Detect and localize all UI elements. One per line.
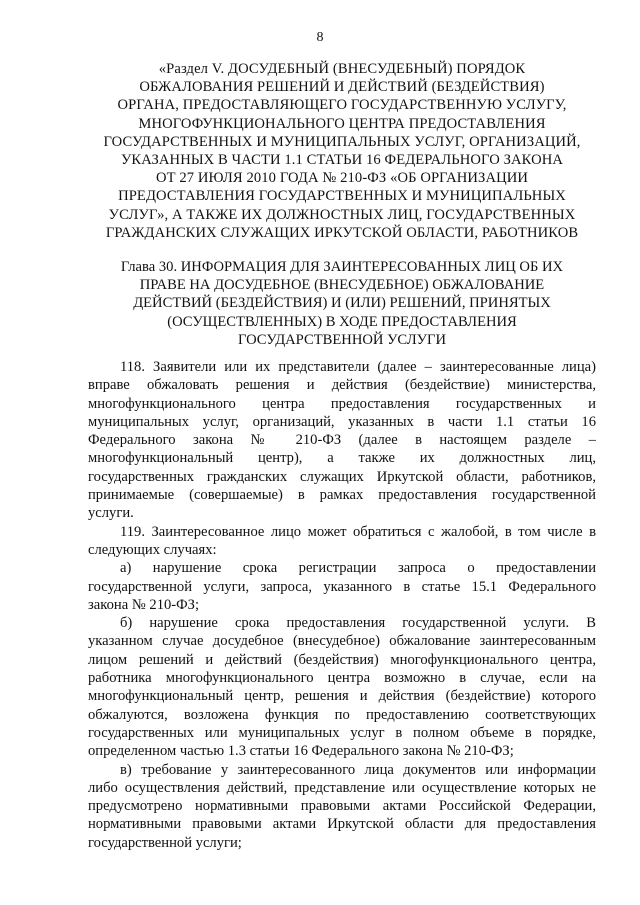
paragraph-line: вправе обжаловать решения и действия (бездействие) министерства, — [88, 377, 596, 394]
paragraph-line: следующих случаях: — [88, 541, 217, 558]
paragraph-line: указанном случае досудебное (внесудебное) обжалование заинтересованным — [88, 633, 596, 650]
section-title-line: УСЛУГ», А ТАКЖЕ ИХ ДОЛЖНОСТНЫХ ЛИЦ, ГОСУДАРСТВЕННЫХ — [108, 206, 576, 223]
paragraph-line: лицом решений и действий (бездействия) многофункционального центра, — [88, 651, 596, 668]
chapter-title-line: ДЕЙСТВИЙ (БЕЗДЕЙСТВИЯ) И (ИЛИ) РЕШЕНИЙ, ПРИНЯТЫХ — [133, 295, 551, 312]
section-title-line: УКАЗАННЫХ В ЧАСТИ 1.1 СТАТЬИ 16 ФЕДЕРАЛЬНОГО ЗАКОНА — [120, 152, 564, 169]
section-title-line: ОБЖАЛОВАНИЯ РЕШЕНИЙ И ДЕЙСТВИЙ (БЕЗДЕЙСТВИЯ) — [139, 79, 545, 96]
section-title-line: ОРГАНА, ПРЕДОСТАВЛЯЮЩЕГО ГОСУДАРСТВЕННУЮ УСЛУГУ, — [117, 97, 567, 114]
paragraph-line: многофункционального центра предоставления государственных и — [88, 395, 596, 412]
paragraph-line: нормативными правовыми актами Иркутской области для предоставления — [88, 816, 596, 833]
paragraph-line: предусмотрено нормативными правовыми актами Российской Федерации, — [88, 798, 596, 815]
paragraph — [88, 614, 596, 760]
section-title-line: ГРАЖДАНСКИХ СЛУЖАЩИХ ИРКУТСКОЙ ОБЛАСТИ, РАБОТНИКОВ — [105, 224, 579, 241]
paragraph-line: государственных или муниципальных услуг в полном объеме в порядке, — [88, 724, 596, 741]
paragraph-line: обжалуются, возложена функция по предоставлению соответствующих — [88, 706, 596, 723]
paragraph-line: б) нарушение срока предоставления государственной услуги. В — [120, 615, 596, 632]
paragraph-line: государственной услуги; — [88, 834, 242, 851]
paragraph-line: принимаемые (совершаемые) в рамках предоставления государственной — [88, 487, 596, 504]
paragraph-line: услуги. — [88, 505, 134, 522]
paragraph-line: 119. Заинтересованное лицо может обратиться с жалобой, в том числе в — [120, 523, 596, 540]
page-number: 8 — [316, 30, 324, 45]
paragraph-line: государственных гражданских служащих Иркутской области, работников, — [88, 468, 596, 485]
section-title-line: ПРЕДОСТАВЛЕНИЯ ГОСУДАРСТВЕННЫХ И МУНИЦИПАЛЬНЫХ — [118, 188, 566, 205]
paragraph-line: работника многофункционального центра возможно в случае, если на — [88, 670, 596, 687]
chapter-title-line: (ОСУЩЕСТВЛЕННЫХ) В ХОДЕ ПРЕДОСТАВЛЕНИЯ — [167, 313, 517, 330]
paragraph-line: муниципальных услуг, организаций, указанных в части 1.1 статьи 16 — [88, 413, 596, 430]
section-title — [88, 60, 596, 242]
paragraph — [88, 559, 596, 614]
section-title-line: ГОСУДАРСТВЕННЫХ И МУНИЦИПАЛЬНЫХ УСЛУГ, ОРГАНИЗАЦИЙ, — [103, 133, 581, 150]
paragraph-line: закона № 210-ФЗ; — [88, 596, 200, 613]
paragraph-line: либо осуществления действий, представление или осуществление которых не — [88, 779, 596, 796]
body-text — [88, 358, 596, 852]
paragraph-line: многофункциональный центр), а также их должностных лиц, — [88, 450, 596, 467]
paragraph-line: Федерального закона № 210-ФЗ (далее в настоящем разделе – — [88, 432, 596, 449]
paragraph-line: 118. Заявители или их представители (далее – заинтересованные лица) — [120, 359, 596, 375]
chapter-title-line: Глава 30. ИНФОРМАЦИЯ ДЛЯ ЗАИНТЕРЕСОВАННЫХ ЛИЦ ОБ ИХ — [120, 259, 564, 275]
chapter-title-line: ПРАВЕ НА ДОСУДЕБНОЕ (ВНЕСУДЕБНОЕ) ОБЖАЛОВАНИЕ — [139, 277, 545, 294]
chapter-title — [88, 258, 596, 349]
paragraph — [88, 523, 596, 560]
paragraph — [88, 358, 596, 523]
paragraph-line: в) требование у заинтересованного лица документов или информации — [120, 761, 596, 778]
paragraph-line: многофункциональный центр, решения и действия (бездействие) которого — [88, 688, 596, 705]
paragraph — [88, 761, 596, 852]
section-title-line: МНОГОФУНКЦИОНАЛЬНОГО ЦЕНТРА ПРЕДОСТАВЛЕНИЯ — [138, 115, 546, 132]
paragraph-line: а) нарушение срока регистрации запроса о предоставлении — [120, 560, 596, 577]
section-title-line: «Раздел V. ДОСУДЕБНЫЙ (ВНЕСУДЕБНЫЙ) ПОРЯДОК — [158, 61, 526, 77]
chapter-title-line: ГОСУДАРСТВЕННОЙ УСЛУГИ — [238, 331, 446, 348]
paragraph-line: государственной услуги, запроса, указанного в статье 15.1 Федерального — [88, 578, 596, 595]
section-title-line: ОТ 27 ИЮЛЯ 2010 ГОДА № 210-ФЗ «ОБ ОРГАНИЗАЦИИ — [155, 170, 529, 187]
paragraph-line: определенном частью 1.3 статьи 16 Федерального закона № 210-ФЗ; — [88, 743, 514, 760]
